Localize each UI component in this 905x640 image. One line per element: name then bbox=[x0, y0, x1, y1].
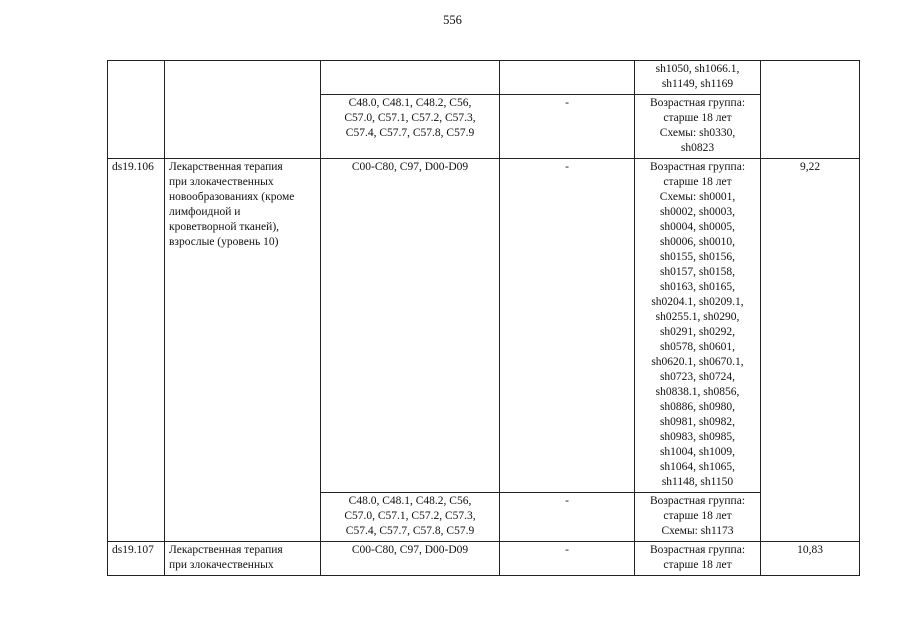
page-number: 556 bbox=[443, 13, 462, 27]
code-cell: ds19.107 bbox=[108, 542, 165, 576]
other-criteria-cell: Возрастная группа: старше 18 лет Схемы: sh1173 bbox=[635, 493, 761, 542]
mkb2-cell bbox=[500, 61, 635, 95]
mkb-cell: C00-C80, C97, D00-D09 bbox=[321, 542, 500, 576]
tariff-table bbox=[107, 60, 860, 576]
mkb-cell: C48.0, C48.1, C48.2, C56, C57.0, C57.1, C57.2, C57.3, C57.4, C57.7, C57.8, C57.9 bbox=[321, 493, 500, 542]
mkb-cell bbox=[321, 61, 500, 95]
table-row-ds19-107 bbox=[108, 542, 860, 576]
table-row-ds19-106 bbox=[108, 159, 860, 493]
mkb-cell: C00-C80, C97, D00-D09 bbox=[321, 159, 500, 493]
coefficient-cell: 10,83 bbox=[761, 542, 860, 576]
other-criteria-cell: Возрастная группа: старше 18 лет Схемы: sh0330, sh0823 bbox=[635, 95, 761, 159]
mkb-cell: C48.0, C48.1, C48.2, C56, C57.0, C57.1, C57.2, C57.3, C57.4, C57.7, C57.8, C57.9 bbox=[321, 95, 500, 159]
table-row-continued bbox=[108, 61, 860, 95]
name-cell: Лекарственная терапия при злокачественных новообразованиях (кроме лимфоидной и кроветворной тканей), взрослые (уровень 10) bbox=[165, 159, 321, 542]
coefficient-cell: 9,22 bbox=[761, 159, 860, 542]
other-criteria-cell: sh1050, sh1066.1, sh1149, sh1169 bbox=[635, 61, 761, 95]
mkb2-cell: - bbox=[500, 542, 635, 576]
name-cell: Лекарственная терапия при злокачественных bbox=[165, 542, 321, 576]
other-criteria-cell: Возрастная группа: старше 18 лет Схемы: sh0001, sh0002, sh0003, sh0004, sh0005, sh0006, sh0010, sh0155, sh0156, sh0157, sh0158, sh0163, sh0165, sh0204.1, sh0209.1, sh0255.1, sh0290, sh0291, sh0292, sh0578, sh0601, sh0620.1, sh0670.1, sh0723, sh0724, sh0838.1, sh0856, sh0886, sh0980, sh0981, sh0982, sh0983, sh0985, sh1004, sh1009, sh1064, sh1065, sh1148, sh1150 bbox=[635, 159, 761, 493]
mkb2-cell: - bbox=[500, 95, 635, 159]
code-cell bbox=[108, 61, 165, 159]
mkb2-cell: - bbox=[500, 493, 635, 542]
coefficient-cell bbox=[761, 61, 860, 159]
mkb2-cell: - bbox=[500, 159, 635, 493]
other-criteria-cell: Возрастная группа: старше 18 лет bbox=[635, 542, 761, 576]
code-cell: ds19.106 bbox=[108, 159, 165, 542]
name-cell bbox=[165, 61, 321, 159]
